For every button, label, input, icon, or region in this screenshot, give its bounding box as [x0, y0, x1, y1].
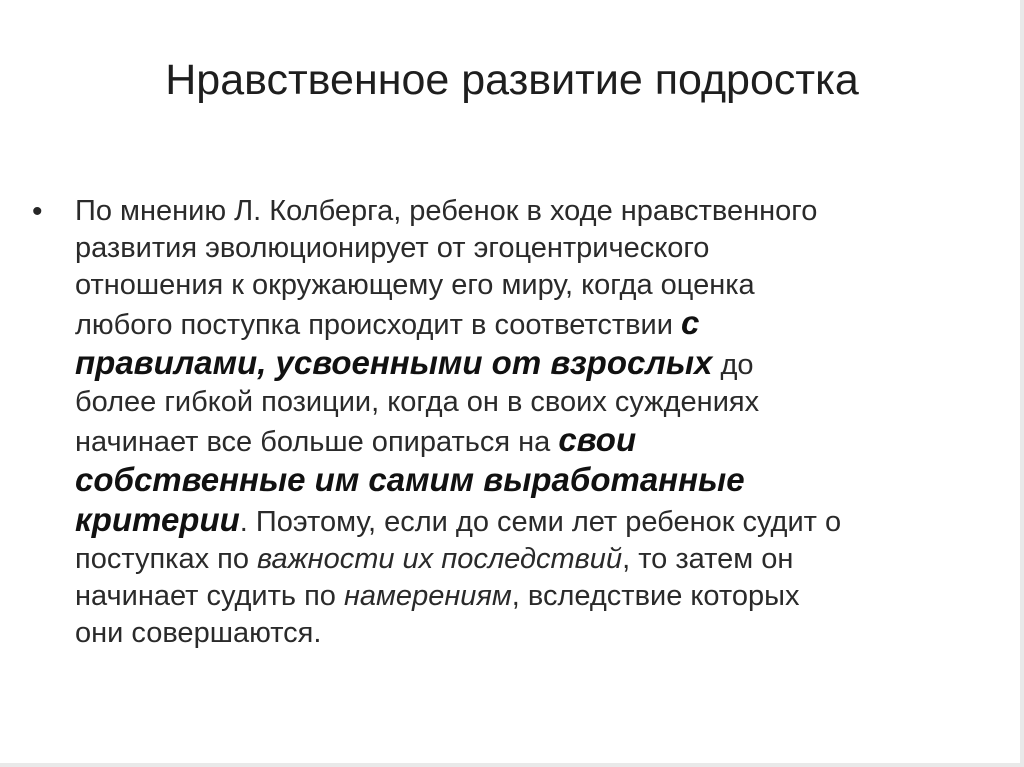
- text-line: [75, 344, 1004, 384]
- bullet-text: [75, 193, 1004, 652]
- text-line: [75, 501, 1004, 541]
- text-segment: начинает судить по: [75, 580, 344, 612]
- text-line: [75, 421, 1004, 461]
- italic-phrase: важности их последствий: [257, 543, 623, 575]
- text-line: [75, 304, 1004, 344]
- text-segment: поступках по: [75, 543, 258, 575]
- text-line: [75, 384, 1004, 421]
- text-line: [75, 267, 1004, 304]
- text-segment: . Поэтому, если до семи лет ребенок судит о: [239, 506, 842, 538]
- text-segment: они совершаются.: [75, 617, 322, 649]
- text-segment: начинает все больше опираться на: [75, 426, 559, 458]
- emphasized-phrase: свои: [558, 421, 637, 458]
- text-line: [75, 230, 1004, 267]
- text-segment: более гибкой позиции, когда он в своих суждениях: [75, 386, 760, 418]
- text-line: [75, 541, 1004, 578]
- text-segment: отношения к окружающему его миру, когда оценка: [75, 269, 755, 301]
- bullet-marker: •: [32, 195, 43, 228]
- text-segment: развития эволюционирует от эгоцентрического: [75, 232, 710, 264]
- text-line: [75, 193, 1004, 230]
- text-segment: , то затем он: [622, 543, 794, 575]
- text-segment: любого поступка происходит в соответствии: [75, 309, 682, 341]
- text-segment: до: [712, 349, 754, 381]
- italic-phrase: намерениям: [343, 580, 512, 612]
- emphasized-phrase: собственные им самим выработанные: [75, 461, 745, 498]
- text-line: [75, 578, 1004, 615]
- emphasized-phrase: правилами, усвоенными от взрослых: [75, 344, 713, 381]
- emphasized-phrase: с: [681, 304, 700, 341]
- text-line: [75, 461, 1004, 501]
- slide-title: Нравственное развитие подростка: [165, 56, 859, 104]
- text-segment: По мнению Л. Колберга, ребенок в ходе нравственного: [75, 195, 818, 227]
- emphasized-phrase: критерии: [75, 501, 240, 538]
- text-line: [75, 615, 1004, 652]
- text-segment: , вследствие которых: [511, 580, 800, 612]
